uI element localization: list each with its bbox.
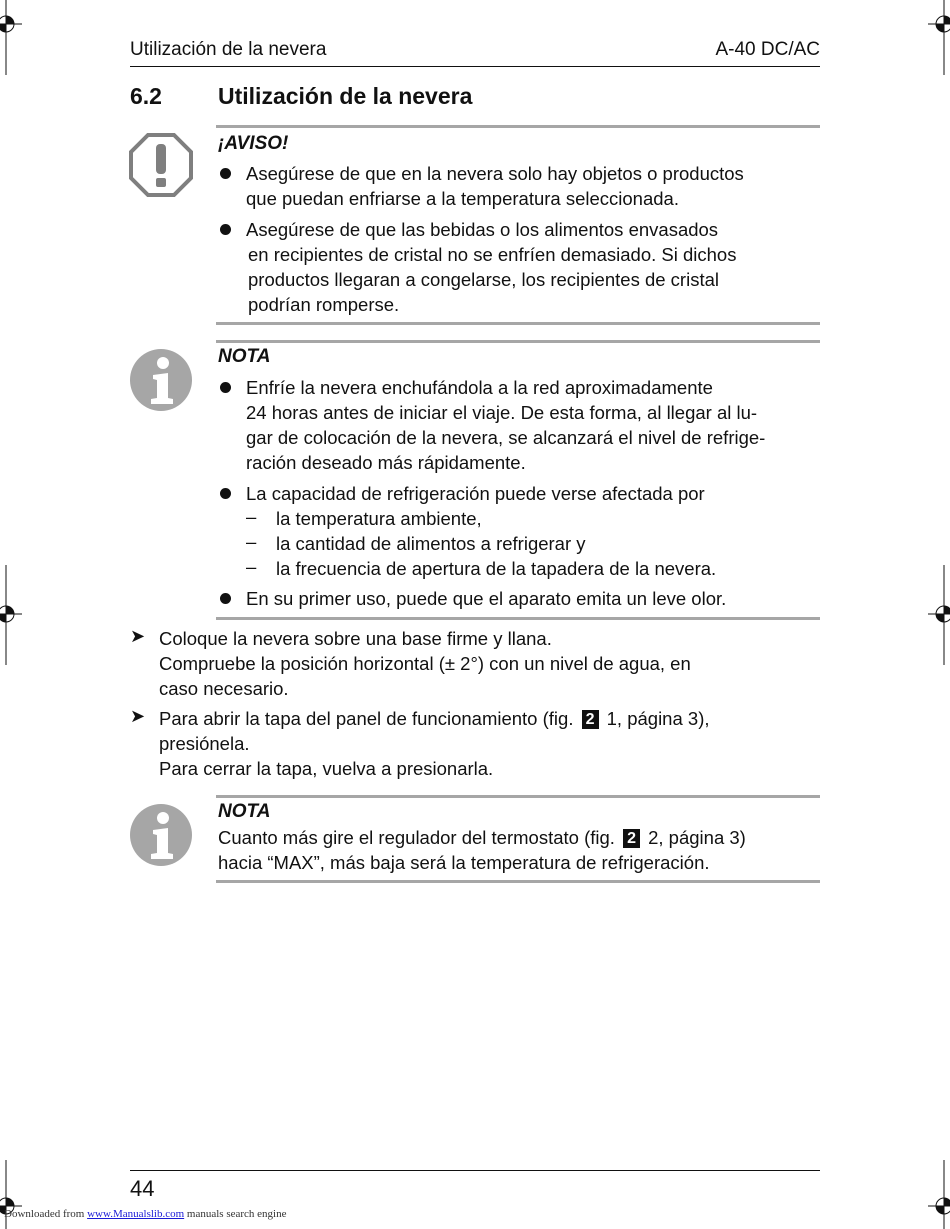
warning-top-rule <box>216 125 820 128</box>
note1-bullet-1: Enfríe la nevera enchufándola a la red aproximadamente 24 horas antes de iniciar el viaje. De esta forma, al llegar al lu- gar de colocación de la nevera, se alcanzará el nivel de refrige- ración deseado más rápidamente. <box>246 377 766 473</box>
bullet-dot <box>220 382 231 393</box>
header-divider <box>130 66 820 67</box>
footer-divider <box>130 1170 820 1171</box>
figure-reference-badge: 2 <box>582 710 599 729</box>
bullet-dot <box>220 593 231 604</box>
step-arrow-icon: ➤ <box>130 626 146 646</box>
bullet-dot <box>220 224 231 235</box>
warning-bottom-rule <box>216 322 820 325</box>
dash-marker: – <box>246 506 257 527</box>
bullet-dot <box>220 168 231 179</box>
step-1: Coloque la nevera sobre una base firme y llana. Compruebe la posición horizontal (± 2°) con un nivel de agua, en caso necesario. <box>159 628 691 699</box>
note2-label: NOTA <box>218 801 271 822</box>
warning-octagon-icon <box>129 133 193 197</box>
note2-bottom-rule <box>216 880 820 883</box>
note2-top-rule <box>216 795 820 798</box>
header-model-name: A-40 DC/AC <box>715 39 820 60</box>
note1-bullet-3: En su primer uso, puede que el aparato emita un leve olor. <box>246 588 727 609</box>
info-icon <box>129 803 193 867</box>
section-title: Utilización de la nevera <box>218 83 473 109</box>
note1-bottom-rule <box>216 617 820 620</box>
note1-label: NOTA <box>218 346 271 367</box>
dash-marker: – <box>246 556 257 577</box>
bullet-dot <box>220 488 231 499</box>
note1-dash-item-2: la cantidad de alimentos a refrigerar y <box>276 533 586 554</box>
step-2: Para abrir la tapa del panel de funcionamiento (fig. 2 1, página 3), presiónela. Para cerrar la tapa, vuelva a presionarla. <box>159 708 710 779</box>
warning-label: ¡AVISO! <box>218 133 289 154</box>
note1-dash-item-1: la temperatura ambiente, <box>276 508 482 529</box>
note1-dash-item-3: la frecuencia de apertura de la tapadera de la nevera. <box>276 558 717 579</box>
dash-marker: – <box>246 531 257 552</box>
warning-bullet-1: Asegúrese de que en la nevera solo hay objetos o productos que puedan enfriarse a la temperatura seleccionada. <box>246 163 744 209</box>
info-icon <box>129 348 193 412</box>
page-number: 44 <box>130 1176 155 1201</box>
note1-top-rule <box>216 340 820 343</box>
section-number: 6.2 <box>130 83 162 109</box>
header-chapter-title: Utilización de la nevera <box>130 39 327 60</box>
step-arrow-icon: ➤ <box>130 706 146 726</box>
figure-reference-badge: 2 <box>623 829 640 848</box>
warning-bullet-2: Asegúrese de que las bebidas o los alimentos envasados en recipientes de cristal no se enfríen demasiado. Si dichos productos llegaran a congelarse, los recipientes de cristal podrían romperse. <box>246 219 737 315</box>
download-note: Downloaded from www.Manualslib.com manuals search engine <box>4 1208 287 1220</box>
note1-bullet-2: La capacidad de refrigeración puede verse afectada por <box>246 483 705 504</box>
manualslib-link[interactable]: www.Manualslib.com <box>87 1208 185 1220</box>
note2-text: Cuanto más gire el regulador del termostato (fig. 2 2, página 3) hacia “MAX”, más baja será la temperatura de refrigeración. <box>218 827 746 873</box>
